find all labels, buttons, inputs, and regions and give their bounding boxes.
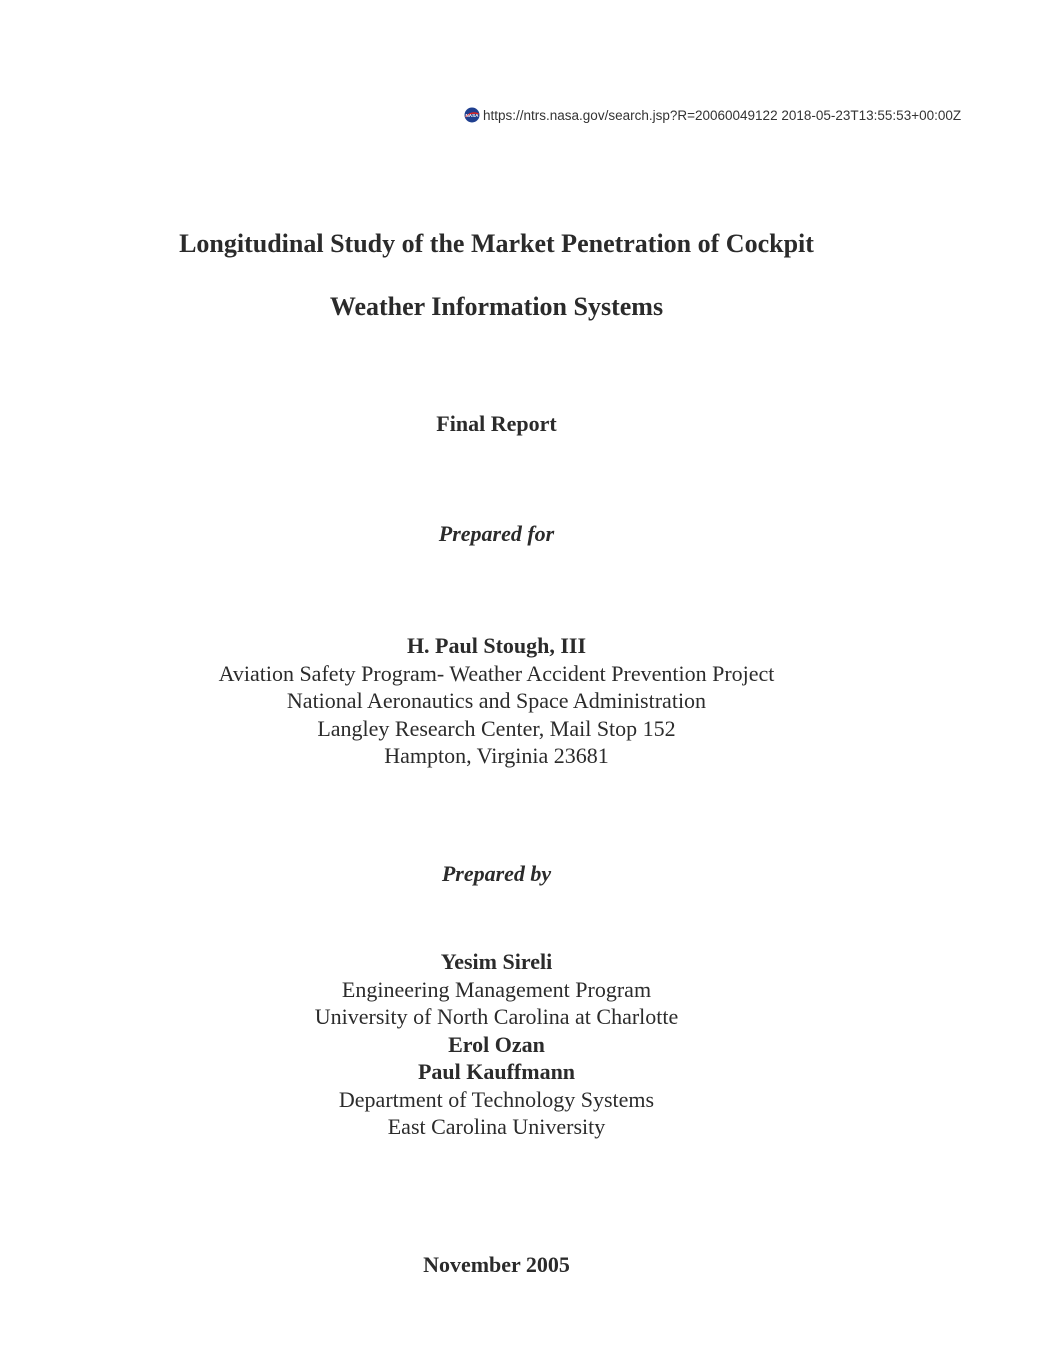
prepared-by-label: Prepared by bbox=[441, 861, 552, 886]
author-1-name: Yesim Sireli bbox=[440, 949, 553, 974]
title-line-1: Longitudinal Study of the Market Penetration of Cockpit bbox=[179, 229, 814, 258]
prepared-for-label: Prepared for bbox=[438, 521, 555, 546]
svg-text:NASA: NASA bbox=[465, 112, 479, 118]
recipient-line-2: National Aeronautics and Space Administration bbox=[286, 688, 707, 713]
report-type: Final Report bbox=[436, 411, 557, 436]
author-1-affiliation-line-2: University of North Carolina at Charlotte bbox=[314, 1004, 679, 1029]
author-2-3-affiliation-line-2: East Carolina University bbox=[387, 1114, 606, 1139]
recipient-block bbox=[0, 632, 993, 770]
author-2-3-affiliation-line-1: Department of Technology Systems bbox=[338, 1086, 655, 1112]
author-3-name: Paul Kauffmann bbox=[417, 1059, 576, 1084]
recipient-name: H. Paul Stough, III bbox=[406, 633, 587, 658]
source-url-link[interactable]: https://ntrs.nasa.gov/search.jsp?R=20060049122 bbox=[483, 107, 778, 123]
recipient-line-4: Hampton, Virginia 23681 bbox=[384, 743, 609, 768]
title-line-2: Weather Information Systems bbox=[329, 292, 664, 321]
recipient-line-3: Langley Research Center, Mail Stop 152 bbox=[317, 715, 676, 741]
report-date: November 2005 bbox=[423, 1252, 570, 1277]
timestamp: 2018-05-23T13:55:53+00:00Z bbox=[781, 107, 962, 123]
nasa-logo-icon bbox=[464, 107, 480, 123]
recipient-line-1: Aviation Safety Program- Weather Accident Prevention Project bbox=[218, 660, 775, 686]
ntrs-header bbox=[464, 105, 961, 125]
authors-block bbox=[0, 948, 993, 1141]
author-1-affiliation-line-1: Engineering Management Program bbox=[341, 976, 652, 1002]
author-2-name: Erol Ozan bbox=[448, 1031, 545, 1057]
